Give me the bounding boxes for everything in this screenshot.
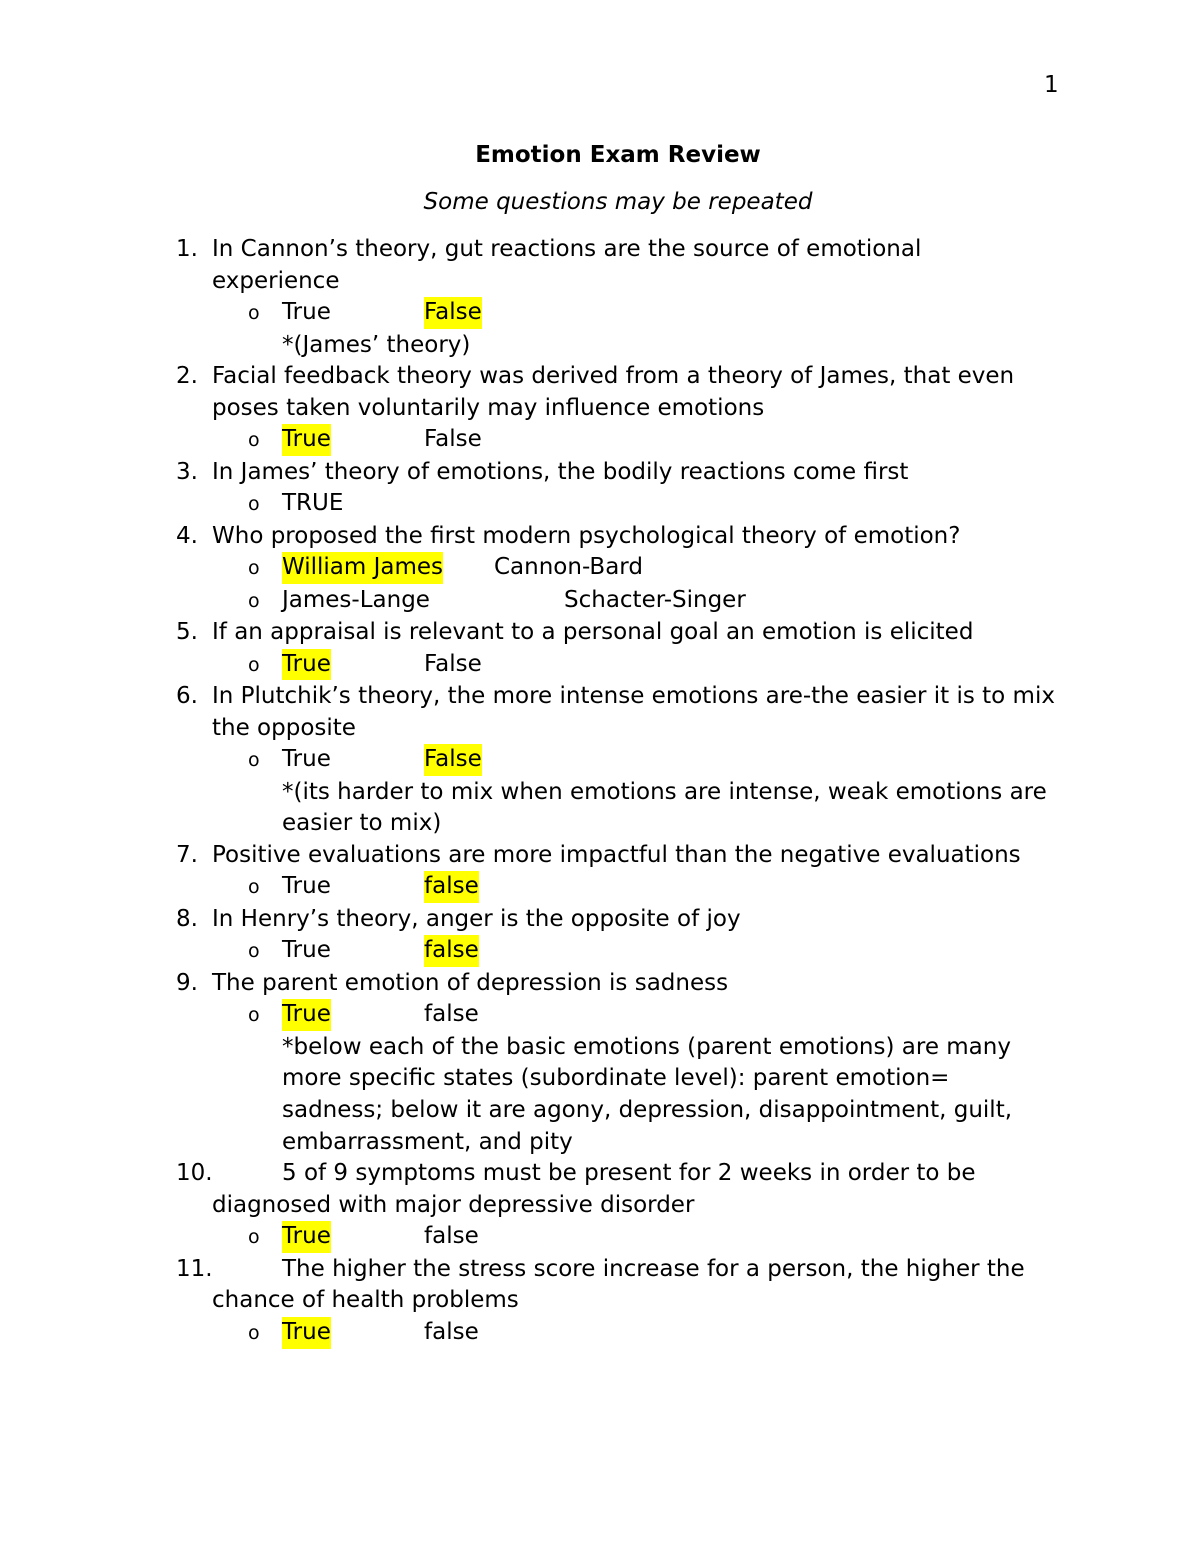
option-false-correct: false bbox=[424, 935, 479, 967]
option-true: True bbox=[282, 937, 331, 964]
option-true: True bbox=[282, 746, 331, 773]
question-text: If an appraisal is relevant to a personal goal an emotion is elicited bbox=[212, 619, 974, 646]
answer-note: *(its harder to mix when emotions are intense, weak emotions are easier to mix) bbox=[282, 778, 1047, 837]
bullet-icon: o bbox=[248, 557, 260, 580]
question-text: 5 of 9 symptoms must be present for 2 weeks in order to be diagnosed with major depressive disorder bbox=[212, 1160, 976, 1218]
question-text: The parent emotion of depression is sadness bbox=[212, 969, 729, 996]
option-true: True bbox=[282, 873, 331, 900]
answer-note: *(James’ theory) bbox=[282, 331, 471, 358]
question-1 bbox=[176, 234, 1056, 297]
bullet-icon: o bbox=[248, 1004, 260, 1027]
question-number: 6. bbox=[176, 683, 198, 710]
question-text: Facial feedback theory was derived from a theory of James, that even poses taken voluntarily may influence emotions bbox=[212, 363, 1015, 421]
option-william-james-correct: William James bbox=[282, 552, 443, 584]
bullet-icon: o bbox=[248, 302, 260, 325]
bullet-icon: o bbox=[248, 1226, 260, 1249]
option-true-correct: True bbox=[282, 999, 331, 1031]
answer-options bbox=[176, 424, 1056, 456]
question-list bbox=[176, 234, 1056, 1349]
answer-options bbox=[176, 999, 1056, 1031]
bullet-icon: o bbox=[248, 876, 260, 899]
question-text: Who proposed the first modern psychological theory of emotion? bbox=[212, 522, 961, 549]
question-text: In Plutchik’s theory, the more intense emotions are-the easier it is to mix the opposite bbox=[212, 683, 1055, 741]
question-text: In Henry’s theory, anger is the opposite of joy bbox=[212, 905, 741, 932]
option-true: TRUE bbox=[282, 490, 344, 517]
option-true-correct: True bbox=[282, 1221, 331, 1253]
bullet-icon: o bbox=[248, 429, 260, 452]
option-false: false bbox=[424, 1318, 479, 1345]
answer-note: *below each of the basic emotions (parent emotions) are many more specific states (subordinate level): parent emotion= sadness; below it are agony, depression, disappointment, guilt, embarrassment, and pity bbox=[282, 1033, 1013, 1155]
question-3 bbox=[176, 457, 1056, 489]
page-title: Emotion Exam Review bbox=[475, 142, 761, 168]
question-4 bbox=[176, 521, 1056, 553]
answer-options bbox=[176, 1221, 1056, 1253]
bullet-icon: o bbox=[248, 940, 260, 963]
question-number: 7. bbox=[176, 841, 198, 868]
question-8 bbox=[176, 904, 1056, 936]
option-false-correct: false bbox=[424, 871, 479, 903]
option-james-lange: James-Lange bbox=[282, 586, 430, 613]
bullet-icon: o bbox=[248, 589, 260, 612]
bullet-icon: o bbox=[248, 749, 260, 772]
question-number: 3. bbox=[176, 458, 198, 485]
question-7 bbox=[176, 840, 1056, 872]
option-false-correct: False bbox=[424, 744, 482, 776]
option-false-correct: False bbox=[424, 297, 482, 329]
bullet-icon: o bbox=[248, 1321, 260, 1344]
question-number: 9. bbox=[176, 969, 198, 996]
option-true-correct: True bbox=[282, 649, 331, 681]
question-9 bbox=[176, 968, 1056, 1000]
answer-options bbox=[176, 488, 1056, 520]
question-10 bbox=[176, 1158, 1056, 1221]
question-11 bbox=[176, 1254, 1056, 1317]
option-schacter-singer: Schacter-Singer bbox=[564, 586, 746, 613]
option-true-correct: True bbox=[282, 1317, 331, 1349]
answer-options bbox=[176, 935, 1056, 967]
answer-options bbox=[176, 744, 1056, 776]
question-5 bbox=[176, 617, 1056, 649]
question-2 bbox=[176, 361, 1056, 424]
answer-options bbox=[176, 871, 1056, 903]
option-false: false bbox=[424, 1001, 479, 1028]
question-text: In James’ theory of emotions, the bodily reactions come first bbox=[212, 458, 909, 485]
question-number: 4. bbox=[176, 522, 198, 549]
answer-options bbox=[176, 552, 1056, 584]
question-number: 8. bbox=[176, 905, 198, 932]
answer-options bbox=[176, 297, 1056, 329]
page-subtitle: Some questions may be repeated bbox=[423, 189, 813, 215]
option-false: false bbox=[424, 1223, 479, 1250]
question-number: 5. bbox=[176, 619, 198, 646]
question-text: In Cannon’s theory, gut reactions are the source of emotional experience bbox=[212, 236, 922, 294]
answer-options bbox=[176, 585, 1056, 617]
question-text: Positive evaluations are more impactful than the negative evaluations bbox=[212, 841, 1021, 868]
page-number: 1 bbox=[1044, 72, 1059, 98]
option-false: False bbox=[424, 650, 482, 677]
question-text: The higher the stress score increase for a person, the higher the chance of health problems bbox=[212, 1255, 1025, 1314]
option-true-correct: True bbox=[282, 424, 331, 456]
answer-options bbox=[176, 1317, 1056, 1349]
question-number: 2. bbox=[176, 363, 198, 390]
option-true: True bbox=[282, 299, 331, 326]
answer-options bbox=[176, 649, 1056, 681]
bullet-icon: o bbox=[248, 653, 260, 676]
bullet-icon: o bbox=[248, 493, 260, 516]
question-6 bbox=[176, 681, 1056, 744]
question-number: 10. bbox=[176, 1160, 213, 1187]
option-false: False bbox=[424, 426, 482, 453]
question-number: 11. bbox=[176, 1255, 213, 1282]
question-number: 1. bbox=[176, 236, 198, 262]
option-cannon-bard: Cannon-Bard bbox=[494, 554, 643, 581]
